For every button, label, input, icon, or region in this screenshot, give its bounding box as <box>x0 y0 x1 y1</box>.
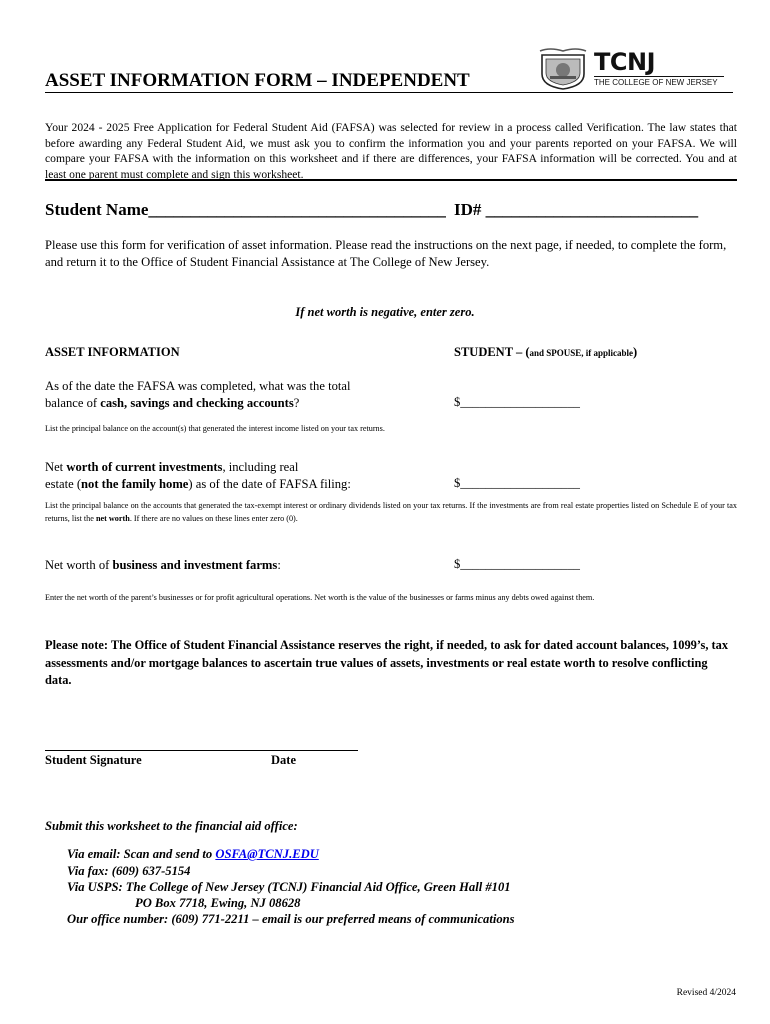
inv-post2: ) as of the date of FAFSA filing: <box>188 477 351 491</box>
investments-amount-field[interactable]: $___________________ <box>454 476 580 490</box>
instructions-paragraph: Please use this form for verification of asset information. Please read the instructions on the next page, if needed, to complete the form, and return it to the Office of Student Financial Assistance at The College of New Jersey. <box>45 238 727 269</box>
student-id-line[interactable]: _________________________ <box>485 200 699 219</box>
submit-usps-line2: PO Box 7718, Ewing, NJ 08628 <box>135 896 301 910</box>
form-title: ASSET INFORMATION FORM – INDEPENDENT <box>45 70 470 91</box>
bus-bold: business and investment farms <box>112 558 278 572</box>
inv-hint-post: . If there are no values on these lines enter zero (0). <box>129 513 298 523</box>
submit-title: Submit this worksheet to the financial aid office: <box>45 819 298 833</box>
inv-pre1: Net <box>45 460 67 474</box>
asset-information-header: ASSET INFORMATION <box>45 345 180 359</box>
logo-subtitle: THE COLLEGE OF NEW JERSEY <box>594 78 718 87</box>
bus-pre: Net worth of <box>45 558 113 572</box>
student-name-line[interactable]: ___________________________________ <box>148 200 446 219</box>
cash-bold: cash, savings and checking accounts <box>100 396 294 410</box>
cash-question-line2 <box>45 395 405 412</box>
student-name-field[interactable] <box>45 200 446 220</box>
investments-question <box>45 459 405 493</box>
negative-net-worth-note: If net worth is negative, enter zero. <box>295 305 475 319</box>
logo-divider <box>594 76 724 77</box>
email-prefix: Via email: Scan and send to <box>67 847 216 861</box>
intro-paragraph: Your 2024 - 2025 Free Application for Federal Student Aid (FAFSA) was selected for review in a process called Verification. The law states that before awarding any Federal Student Aid, we must ask you to confirm the information you and your parents reported on your FAFSA. We will compare your FAFSA with the information on this worksheet and if there are differences, your FAFSA information will be corrected. You and at least one parent must complete and sign this worksheet. <box>45 121 737 181</box>
inv-post1: , including real <box>222 460 299 474</box>
inv-bold2: not the family home <box>81 477 189 491</box>
submit-usps-line1: Via USPS: The College of New Jersey (TCNJ) Financial Aid Office, Green Hall #101 <box>67 880 511 894</box>
inv-hint-bold: net worth <box>95 513 130 523</box>
business-amount-field[interactable]: $___________________ <box>454 557 580 571</box>
revised-date: Revised 4/2024 <box>676 988 736 998</box>
student-name-label: Student Name <box>45 200 149 219</box>
logo-wordmark: TCNJ <box>594 48 655 76</box>
submit-fax-line: Via fax: (609) 637-5154 <box>67 864 191 878</box>
business-hint: Enter the net worth of the parent’s businesses or for profit agricultural operations. Net worth is the value of the businesses or farms minus any debts owed against them. <box>45 593 595 602</box>
inv-hint-pre: List the principal balance on the accounts that generated the tax-exempt interest or ordinary dividends listed on your tax returns. If the investments are from real estate properties listed on Schedule E of your tax returns, list the <box>45 501 737 523</box>
inv-pre2: estate ( <box>45 477 82 491</box>
cash-amount-field[interactable]: $___________________ <box>454 395 580 409</box>
please-note-paragraph: Please note: The Office of Student Financial Assistance reserves the right, if needed, to ask for dated account balances, 1099’s, tax assessments and/or mortgage balances to ascertain true values of assets, investments or real estate worth to resolve conflicting data. <box>45 638 729 687</box>
student-id-label: ID# <box>454 200 482 219</box>
bus-post: : <box>277 558 281 572</box>
student-header-suffix: ) <box>633 345 638 359</box>
cash-prefix: balance of <box>45 396 101 410</box>
email-link[interactable]: OSFA@TCNJ.EDU <box>215 847 319 861</box>
cash-question-line1: As of the date the FAFSA was completed, what was the total <box>45 379 351 393</box>
tcnj-logo <box>538 46 728 90</box>
submit-email-line <box>67 847 319 862</box>
investments-question-line1 <box>45 459 405 476</box>
student-id-field[interactable] <box>454 200 698 220</box>
business-question <box>45 557 405 574</box>
student-column-header <box>454 345 637 360</box>
investments-hint <box>45 500 737 525</box>
college-seal-icon <box>538 46 588 90</box>
inv-bold1: worth of current investments <box>66 460 223 474</box>
cash-question <box>45 378 405 412</box>
signature-line[interactable] <box>45 750 358 751</box>
student-signature-label: Student Signature <box>45 753 142 767</box>
title-divider <box>45 92 733 93</box>
office-number-line: Our office number: (609) 771-2211 – email is our preferred means of communications <box>67 912 515 926</box>
intro-divider <box>45 179 737 181</box>
date-label: Date <box>271 753 296 767</box>
investments-question-line2 <box>45 476 405 493</box>
cash-suffix: ? <box>293 396 300 410</box>
cash-hint: List the principal balance on the account(s) that generated the interest income listed on your tax returns. <box>45 424 385 433</box>
student-header-prefix: STUDENT – ( <box>454 345 530 359</box>
student-header-spouse: and SPOUSE, if applicable <box>529 348 634 358</box>
